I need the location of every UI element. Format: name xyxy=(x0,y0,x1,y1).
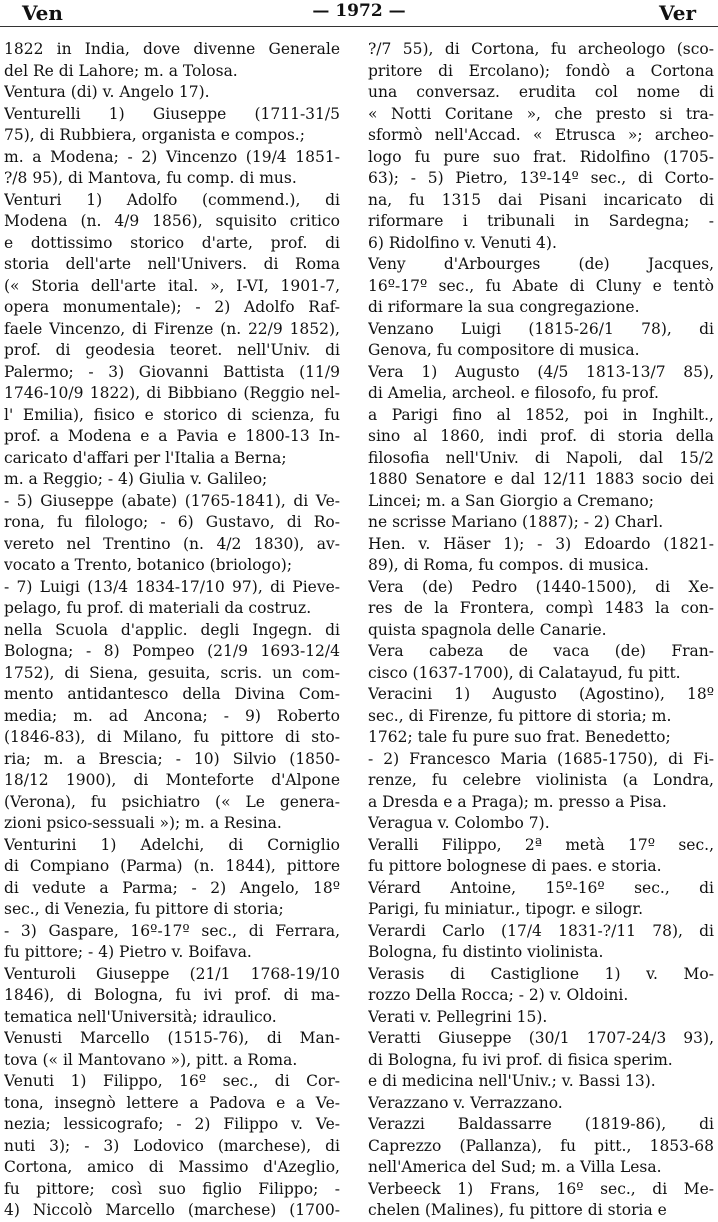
text-line: l' Emilia), fisico e storico di scienza, fu xyxy=(4,405,340,424)
text-line: - 5) Giuseppe (abate) (1765-1841), di Ve- xyxy=(4,491,340,510)
text-line: ne scrisse Mariano (1887); - 2) Charl. xyxy=(368,513,664,531)
text-line: Veralli Filippo, 2ª metà 17º sec., xyxy=(368,835,714,854)
text-line: nell'America del Sud; m. a Villa Lesa. xyxy=(368,1158,662,1176)
text-line: 16º-17º sec., fu Abate di Cluny e tentò xyxy=(368,276,714,295)
text-line: na, fu 1315 dai Pisani incaricato di xyxy=(368,190,714,209)
text-line: chelen (Malines), fu pittore di storia e xyxy=(368,1201,667,1219)
text-line: mento antidantesco della Divina Com- xyxy=(4,685,340,703)
text-line: Verati v. Pellegrini 15). xyxy=(368,1007,548,1026)
text-line: Verazzi Baldassarre (1819-86), di xyxy=(368,1115,714,1133)
text-line: (« Storia dell'arte ital. », I-VI, 1901-7, xyxy=(4,276,340,295)
text-line: res de la Frontera, compì 1483 la con- xyxy=(368,599,714,617)
text-line: 6) Ridolfino v. Venuti 4). xyxy=(368,233,557,252)
text-line: 18/12 1900), di Monteforte d'Alpone xyxy=(4,771,340,789)
text-line: di vedute a Parma; - 2) Angelo, 18º xyxy=(4,878,340,897)
text-line: Verardi Carlo (17/4 1831-?/11 78), di xyxy=(368,921,714,940)
text-line: 63); - 5) Pietro, 13º-14º sec., di Corto- xyxy=(368,169,714,187)
text-line: Bologna; - 8) Pompeo (21/9 1693-12/4 xyxy=(4,642,340,660)
text-line: Venusti Marcello (1515-76), di Man- xyxy=(4,1029,340,1047)
text-line: Palermo; - 3) Giovanni Battista (11/9 xyxy=(4,362,340,381)
text-line: opera monumentale); - 2) Adolfo Raf- xyxy=(4,298,340,316)
text-line: sino al 1860, indi prof. di storia della xyxy=(368,427,714,445)
text-line: Veracini 1) Augusto (Agostino), 18º xyxy=(368,685,714,703)
text-line: Veragua v. Colombo 7). xyxy=(368,814,550,832)
text-line: Bologna, fu distinto violinista. xyxy=(368,943,604,961)
text-line: 1762; tale fu pure suo frat. Benedetto; xyxy=(368,728,671,746)
text-line: nuti 3); - 3) Lodovico (marchese), di xyxy=(4,1136,340,1155)
text-line: prof. di geodesia teoret. nell'Univ. di xyxy=(4,341,340,359)
text-line: 1880 Senatore e dal 12/11 1883 socio dei xyxy=(368,470,714,488)
page-header xyxy=(0,0,718,27)
text-line: Venuti 1) Filippo, 16º sec., di Cor- xyxy=(4,1072,340,1090)
text-line: di Bologna, fu ivi prof. di fisica sperim. xyxy=(368,1050,673,1069)
text-line: rozzo Della Rocca; - 2) v. Oldoini. xyxy=(368,986,629,1004)
text-line: pritore di Ercolano); fondò a Cortona xyxy=(368,61,714,80)
header-left-guide-word: Ven xyxy=(22,1,63,25)
text-line: vereto nel Trentino (n. 4/2 1830), av- xyxy=(4,534,340,553)
text-line: tova (« il Mantovano »), pitt. a Roma. xyxy=(4,1050,298,1069)
header-right-guide-word: Ver xyxy=(659,1,696,25)
text-line: 1846), di Bologna, fu ivi prof. di ma- xyxy=(4,986,340,1004)
text-line: Venturelli 1) Giuseppe (1711-31/5 xyxy=(4,104,340,123)
text-line: nella Scuola d'applic. degli Ingegn. di xyxy=(4,620,340,639)
text-line: di Compiano (Parma) (n. 1844), pittore xyxy=(4,857,340,875)
text-line: Venturi 1) Adolfo (commend.), di xyxy=(4,190,340,209)
text-line: sec., di Venezia, fu pittore di storia; xyxy=(4,900,284,918)
text-line: Venturini 1) Adelchi, di Corniglio xyxy=(4,835,340,854)
text-line: Modena (n. 4/9 1856), squisito critico xyxy=(4,212,340,230)
text-line: (Verona), fu psichiatro (« Le genera- xyxy=(4,792,340,811)
text-line: Vera 1) Augusto (4/5 1813-13/7 85), xyxy=(368,362,714,381)
text-line: di riformare la sua congregazione. xyxy=(368,298,640,316)
text-line: Parigi, fu miniatur., tipogr. e silogr. xyxy=(368,900,644,918)
right-column xyxy=(368,39,714,1222)
text-line: Hen. v. Häser 1); - 3) Edoardo (1821- xyxy=(368,534,714,553)
text-line: fu pittore bolognese di paes. e storia. xyxy=(368,857,662,875)
text-line: cisco (1637-1700), di Calatayud, fu pitt. xyxy=(368,663,681,682)
text-line: zioni psico-sessuali »); m. a Resina. xyxy=(4,814,282,832)
text-line: m. a Modena; - 2) Vincenzo (19/4 1851- xyxy=(4,147,340,166)
text-line: m. a Reggio; - 4) Giulia v. Galileo; xyxy=(4,470,268,488)
text-line: 4) Niccolò Marcello (marchese) (1700- xyxy=(4,1201,340,1219)
text-line: riformare i tribunali in Sardegna; - xyxy=(368,212,714,230)
text-line: logo fu pure suo frat. Ridolfino (1705- xyxy=(368,147,714,166)
text-line: e di medicina nell'Univ.; v. Bassi 13). xyxy=(368,1072,656,1090)
text-line: 75), di Rubbiera, organista e compos.; xyxy=(4,126,305,144)
text-line: rona, fu filologo; - 6) Gustavo, di Ro- xyxy=(4,513,340,531)
text-line: 1822 in India, dove divenne Generale xyxy=(4,40,340,58)
text-line: del Re di Lahore; m. a Tolosa. xyxy=(4,61,238,80)
text-line: tematica nell'Università; idraulico. xyxy=(4,1007,277,1026)
text-line: Verasis di Castiglione 1) v. Mo- xyxy=(368,964,714,983)
text-line: Verbeeck 1) Frans, 16º sec., di Me- xyxy=(368,1179,714,1198)
text-line: ?/7 55), di Cortona, fu archeologo (sco- xyxy=(368,40,714,58)
text-line: (1846-83), di Milano, fu pittore di sto- xyxy=(4,728,340,746)
text-line: Vérard Antoine, 15º-16º sec., di xyxy=(368,878,714,897)
text-line: renze, fu celebre violinista (a Londra, xyxy=(368,771,714,789)
text-line: Ventura (di) v. Angelo 17). xyxy=(4,83,210,101)
text-line: Vera cabeza de vaca (de) Fran- xyxy=(368,642,714,660)
text-line: Veny d'Arbourges (de) Jacques, xyxy=(368,255,714,273)
text-line: - 2) Francesco Maria (1685-1750), di Fi- xyxy=(368,749,714,768)
text-line: 1752), di Siena, gesuita, scris. un com- xyxy=(4,663,340,682)
text-line: tona, insegnò lettere a Padova e a Ve- xyxy=(4,1093,340,1112)
text-line: - 3) Gaspare, 16º-17º sec., di Ferrara, xyxy=(4,921,340,940)
text-line: a Parigi fino al 1852, poi in Inghilt., xyxy=(368,405,714,424)
text-line: prof. a Modena e a Pavia e 1800-13 In- xyxy=(4,427,340,445)
text-line: caricato d'affari per l'Italia a Berna; xyxy=(4,448,287,467)
text-line: una conversaz. erudita col nome di xyxy=(368,83,714,101)
text-line: Veratti Giuseppe (30/1 1707-24/3 93), xyxy=(368,1029,714,1047)
text-line: fu pittore; così suo figlio Filippo; - xyxy=(4,1179,340,1198)
text-line: Genova, fu compositore di musica. xyxy=(368,341,640,359)
text-line: storia dell'arte nell'Univers. di Roma xyxy=(4,255,340,273)
page-number: — 1972 — xyxy=(312,1,406,21)
text-line: nezia; lessicografo; - 2) Filippo v. Ve- xyxy=(4,1115,340,1133)
text-line: Cortona, amico di Massimo d'Azeglio, xyxy=(4,1158,340,1176)
text-line: 89), di Roma, fu compos. di musica. xyxy=(368,556,649,574)
text-line: Lincei; m. a San Giorgio a Cremano; xyxy=(368,491,654,510)
text-line: 1746-10/9 1822), di Bibbiano (Reggio nel- xyxy=(4,384,340,402)
left-column xyxy=(4,39,340,1222)
text-line: a Dresda e a Praga); m. presso a Pisa. xyxy=(368,792,667,811)
text-line: filosofia nell'Univ. di Napoli, dal 15/2 xyxy=(368,448,714,467)
text-line: « Notti Coritane », che presto si tra- xyxy=(368,104,714,123)
text-line: Venzano Luigi (1815-26/1 78), di xyxy=(368,319,714,338)
text-line: pelago, fu prof. di materiali da costruz. xyxy=(4,599,312,617)
text-line: quista spagnola delle Canarie. xyxy=(368,620,607,639)
text-line: ?/8 95), di Mantova, fu comp. di mus. xyxy=(4,169,297,187)
text-line: - 7) Luigi (13/4 1834-17/10 97), di Pieve- xyxy=(4,577,340,596)
text-line: Vera (de) Pedro (1440-1500), di Xe- xyxy=(368,577,714,596)
text-line: di Amelia, archeol. e filosofo, fu prof. xyxy=(368,384,659,402)
text-line: ria; m. a Brescia; - 10) Silvio (1850- xyxy=(4,749,340,768)
text-line: fu pittore; - 4) Pietro v. Boifava. xyxy=(4,943,252,961)
text-line: faele Vincenzo, di Firenze (n. 22/9 1852), xyxy=(4,319,340,338)
text-line: Caprezzo (Pallanza), fu pitt., 1853-68 xyxy=(368,1136,714,1155)
text-line: media; m. ad Ancona; - 9) Roberto xyxy=(4,706,340,725)
text-line: e dottissimo storico d'arte, prof. di xyxy=(4,233,340,252)
text-line: vocato a Trento, botanico (briologo); xyxy=(4,556,293,574)
text-line: Verazzano v. Verrazzano. xyxy=(368,1093,563,1112)
text-line: Venturoli Giuseppe (21/1 1768-19/10 xyxy=(4,964,340,983)
text-line: sec., di Firenze, fu pittore di storia; m. xyxy=(368,706,672,725)
text-line: sformò nell'Accad. « Etrusca »; archeo- xyxy=(368,126,714,144)
